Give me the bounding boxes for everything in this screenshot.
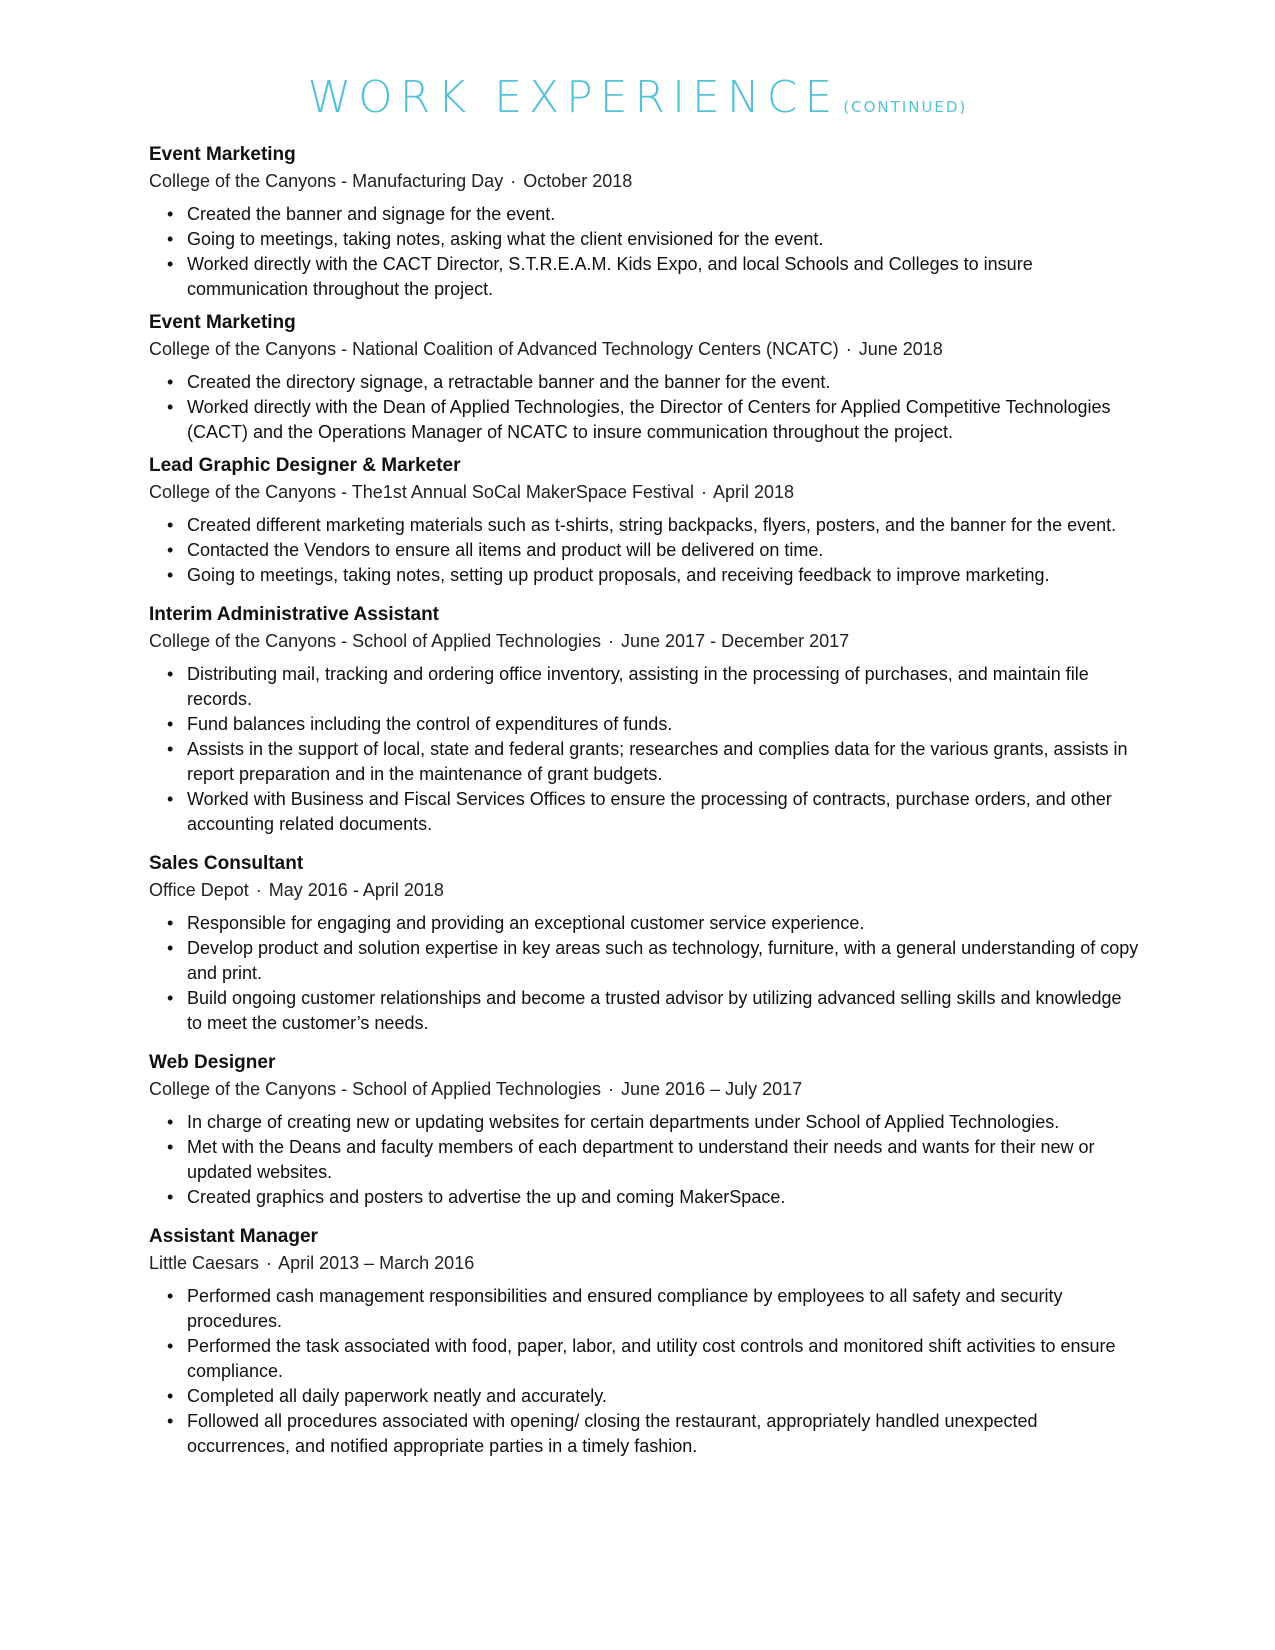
- bullet-icon: •: [167, 714, 174, 734]
- job-meta: [149, 479, 1139, 505]
- bullet-item: [149, 911, 1139, 936]
- job-entry: [149, 602, 1139, 837]
- bullet-item: [149, 787, 1139, 837]
- bullet-text: Performed cash management responsibilities and ensured compliance by employees to all safety and security procedures.: [187, 1286, 1063, 1331]
- job-meta: [149, 877, 1139, 903]
- bullet-text: Assists in the support of local, state and federal grants; researches and complies data for the various grants, assists in report preparation and in the maintenance of grant budgets.: [187, 739, 1128, 784]
- bullet-icon: •: [167, 397, 174, 417]
- bullet-icon: •: [167, 565, 174, 585]
- bullet-icon: •: [167, 540, 174, 560]
- bullet-text: Met with the Deans and faculty members of each department to understand their needs and wants for their new or updated websites.: [187, 1137, 1095, 1182]
- job-meta: [149, 1076, 1139, 1102]
- bullet-text: Develop product and solution expertise in key areas such as technology, furniture, with a general understanding of copy and print.: [187, 938, 1139, 983]
- bullet-text: Worked directly with the Dean of Applied Technologies, the Director of Centers for Applied Competitive Technologies (CACT) and the Operations Manager of NCATC to insure communication throughout the project.: [187, 397, 1111, 442]
- bullet-text: Completed all daily paperwork neatly and accurately.: [187, 1386, 607, 1406]
- job-organization: Office Depot: [149, 880, 249, 900]
- bullet-item: [149, 563, 1139, 588]
- section-subtitle: (CONTINUED): [843, 98, 968, 116]
- job-entry: [149, 1224, 1139, 1459]
- bullet-icon: •: [167, 229, 174, 249]
- job-bullets: [149, 202, 1139, 302]
- job-bullets: [149, 662, 1139, 837]
- bullet-item: [149, 1110, 1139, 1135]
- bullet-item: [149, 662, 1139, 712]
- bullet-item: [149, 737, 1139, 787]
- bullet-icon: •: [167, 254, 174, 274]
- bullet-text: Followed all procedures associated with opening/ closing the restaurant, appropriately handled unexpected occurrences, and notified appropriate parties in a timely fashion.: [187, 1411, 1038, 1456]
- bullet-text: Fund balances including the control of expenditures of funds.: [187, 714, 673, 734]
- bullet-icon: •: [167, 1286, 174, 1306]
- job-organization: College of the Canyons - Manufacturing Day: [149, 171, 504, 191]
- job-meta: [149, 1250, 1139, 1276]
- job-entry: [149, 851, 1139, 1036]
- bullet-text: Responsible for engaging and providing an exceptional customer service experience.: [187, 913, 865, 933]
- bullet-icon: •: [167, 1187, 174, 1207]
- job-meta: [149, 628, 1139, 654]
- bullet-text: Going to meetings, taking notes, asking what the client envisioned for the event.: [187, 229, 824, 249]
- bullet-item: [149, 1135, 1139, 1185]
- bullet-item: [149, 1334, 1139, 1384]
- bullet-text: In charge of creating new or updating websites for certain departments under School of Applied Technologies.: [187, 1112, 1060, 1132]
- bullet-icon: •: [167, 1411, 174, 1431]
- separator-dot: ·: [510, 171, 517, 191]
- bullet-item: [149, 395, 1139, 445]
- bullet-text: Contacted the Vendors to ensure all items and product will be delivered on time.: [187, 540, 824, 560]
- bullet-text: Distributing mail, tracking and ordering office inventory, assisting in the processing of purchases, and maintain file records.: [187, 664, 1089, 709]
- bullet-text: Created the directory signage, a retractable banner and the banner for the event.: [187, 372, 831, 392]
- bullet-icon: •: [167, 789, 174, 809]
- bullet-text: Created graphics and posters to advertise the up and coming MakerSpace.: [187, 1187, 786, 1207]
- separator-dot: ·: [266, 1253, 273, 1273]
- job-title: Web Designer: [149, 1052, 276, 1073]
- job-organization: College of the Canyons - School of Applied Technologies: [149, 631, 601, 651]
- bullet-item: [149, 227, 1139, 252]
- job-organization: College of the Canyons - School of Applied Technologies: [149, 1079, 601, 1099]
- job-entry: [149, 453, 1139, 588]
- job-bullets: [149, 911, 1139, 1036]
- bullet-icon: •: [167, 1112, 174, 1132]
- bullet-item: [149, 1409, 1139, 1459]
- job-organization: College of the Canyons - The1st Annual SoCal MakerSpace Festival: [149, 482, 694, 502]
- bullet-item: [149, 986, 1139, 1036]
- bullet-text: Worked directly with the CACT Director, S.T.R.E.A.M. Kids Expo, and local Schools and Colleges to insure communication throughout the project.: [187, 254, 1033, 299]
- job-date: June 2017 - December 2017: [621, 631, 850, 651]
- job-date: June 2018: [858, 339, 943, 359]
- job-bullets: [149, 513, 1139, 588]
- job-date: October 2018: [523, 171, 633, 191]
- job-title: Assistant Manager: [149, 1226, 318, 1247]
- bullet-icon: •: [167, 664, 174, 684]
- bullet-item: [149, 513, 1139, 538]
- bullet-icon: •: [167, 1137, 174, 1157]
- separator-dot: ·: [255, 880, 262, 900]
- bullet-icon: •: [167, 1336, 174, 1356]
- bullet-icon: •: [167, 372, 174, 392]
- separator-dot: ·: [845, 339, 852, 359]
- bullet-text: Created the banner and signage for the event.: [187, 204, 556, 224]
- bullet-item: [149, 936, 1139, 986]
- job-title: Interim Administrative Assistant: [149, 604, 440, 625]
- job-date: May 2016 - April 2018: [268, 880, 444, 900]
- job-date: April 2018: [713, 482, 795, 502]
- job-bullets: [149, 370, 1139, 445]
- bullet-icon: •: [167, 1386, 174, 1406]
- bullet-item: [149, 202, 1139, 227]
- bullet-icon: •: [167, 988, 174, 1008]
- bullet-item: [149, 252, 1139, 302]
- job-bullets: [149, 1284, 1139, 1459]
- job-title: Lead Graphic Designer & Marketer: [149, 455, 461, 476]
- job-organization: College of the Canyons - National Coalition of Advanced Technology Centers (NCATC): [149, 339, 839, 359]
- separator-dot: ·: [607, 631, 614, 651]
- job-date: June 2016 – July 2017: [621, 1079, 803, 1099]
- work-experience-list: [149, 142, 1139, 1459]
- job-meta: [149, 168, 1139, 194]
- bullet-text: Going to meetings, taking notes, setting up product proposals, and receiving feedback to improve marketing.: [187, 565, 1050, 585]
- job-bullets: [149, 1110, 1139, 1210]
- bullet-text: Performed the task associated with food, paper, labor, and utility cost controls and monitored shift activities to ensure compliance.: [187, 1336, 1116, 1381]
- separator-dot: ·: [607, 1079, 614, 1099]
- bullet-icon: •: [167, 515, 174, 535]
- bullet-item: [149, 1185, 1139, 1210]
- job-title: Sales Consultant: [149, 853, 304, 874]
- bullet-item: [149, 1384, 1139, 1409]
- section-heading: [0, 72, 1275, 123]
- bullet-item: [149, 538, 1139, 563]
- bullet-item: [149, 712, 1139, 737]
- job-entry: [149, 142, 1139, 302]
- job-meta: [149, 336, 1139, 362]
- job-title: Event Marketing: [149, 144, 296, 165]
- job-entry: [149, 310, 1139, 445]
- bullet-item: [149, 370, 1139, 395]
- bullet-text: Worked with Business and Fiscal Services Offices to ensure the processing of contracts, purchase orders, and other accounting related documents.: [187, 789, 1112, 834]
- bullet-icon: •: [167, 739, 174, 759]
- bullet-text: Build ongoing customer relationships and become a trusted advisor by utilizing advanced selling skills and knowledge to meet the customer’s needs.: [187, 988, 1122, 1033]
- job-organization: Little Caesars: [149, 1253, 260, 1273]
- bullet-icon: •: [167, 913, 174, 933]
- separator-dot: ·: [700, 482, 707, 502]
- job-title: Event Marketing: [149, 312, 296, 333]
- bullet-item: [149, 1284, 1139, 1334]
- job-entry: [149, 1050, 1139, 1210]
- section-title: WORK EXPERIENCE: [307, 72, 840, 123]
- bullet-icon: •: [167, 938, 174, 958]
- bullet-icon: •: [167, 204, 174, 224]
- bullet-text: Created different marketing materials such as t-shirts, string backpacks, flyers, posters, and the banner for the event.: [187, 515, 1117, 535]
- job-date: April 2013 – March 2016: [278, 1253, 475, 1273]
